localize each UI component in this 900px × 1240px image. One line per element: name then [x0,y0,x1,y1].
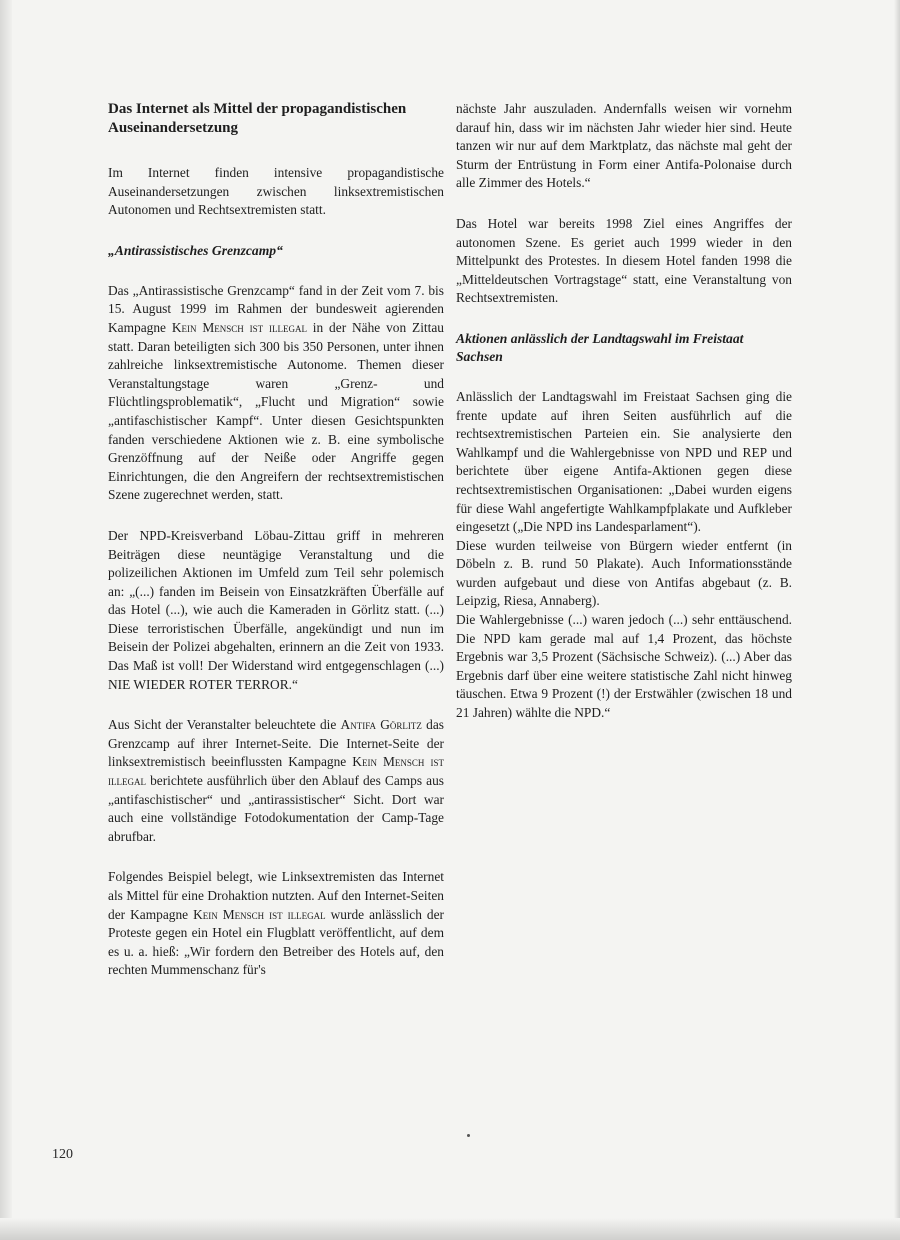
group-name: Antifa Görlitz [340,717,422,733]
page-number: 120 [52,1147,73,1162]
paragraph-election-results: Die Wahlergebnisse (...) waren jedoch (...) sehr enttäuschend. Die NPD kam gerade mal auf 1,4 Prozent, das höchste Ergebnis war 3,5 Prozent (Sächsische Schweiz). (...) Aber das Ergebnis darf über eine weitere statistische Zahl nicht hinweg täuschen. Etwa 9 Prozent (!) der Erstwähler (zwischen 18 und 21 Jahren) wählte die NPD.“ [456,612,792,721]
subheading-landtagswahl: Aktionen anlässlich der Landtagswahl im Freistaat Sachsen [456,330,744,364]
paragraph-flyer-continued: nächste Jahr auszuladen. Andernfalls weisen wir vornehm darauf hin, dass wir im nächsten Jahr wieder hier sind. Heute tanzen wir nur auf dem Marktplatz, das nächste mal geht der Sturm der Entrüstung in Form einer Antifa-Polonaise durch alle Zimmer des Hotels.“ [456,101,792,191]
campaign-name: Kein Mensch ist illegal [108,754,444,789]
intro-paragraph: Im Internet finden intensive propagandistische Auseinandersetzungen zwischen linksextremistischen Autonomen und Rechtsextremisten statt. [108,165,444,218]
campaign-name: Kein Mensch ist illegal [193,906,326,922]
paragraph-posters-removed: Diese wurden teilweise von Bürgern wieder entfernt (in Döbeln z. B. rund 50 Plakate). Auch Informationsstände wurden aufgebaut und diese von Antifas abgebaut (z. B. Leipzig, Riesa, Annaberg). [456,537,792,609]
paragraph-npd-reaction: Der NPD-Kreisverband Löbau-Zittau griff in mehreren Beiträgen diese neuntägige Veranstaltung und die polizeilichen Aktionen im Umfeld zum Teil sehr polemisch an: „(...) fanden im Beisein von Einsatzkräften Überfälle auf das Hotel (...), wie auch die Kameraden in Görlitz statt. (...) Diese terroristischen Überfälle, angekündigt und nun im Beisein der Polizei abgehalten, erinnern an die Zeit von 1933. Das Maß ist voll! Der Widerstand wird entgegenschlagen (...) NIE WIEDER ROTER TERROR.“ [108,527,444,692]
paragraph-grenzcamp: Das „Antirassistische Grenzcamp“ fand in der Zeit vom 7. bis 15. August 1999 im Rahmen der bundesweit agierenden Kampagne Kein Mensch ist illegal in der Nähe von Zittau statt. Daran beteiligten sich 300 bis 350 Personen, unter ihnen zahlreiche linksextremistische Autonome. Themen dieser Veranstaltungstage waren „Grenz- und Flüchtlingsproblematik“, „Flucht und Migration“ sowie „antifaschistischer Kampf“. Unter diesen Gesichtspunkten fanden verschiedene Aktionen wie z. B. eine symbolische Grenzöffnung auf der Neiße oder Angriffe gegen Einrichtungen, die den Angreifern der rechtsextremistischen Szene zugerechnet werden, statt. [108,282,444,503]
scan-edge-left [0,0,12,1240]
scan-speck [467,1134,470,1137]
scan-edge-bottom [0,1218,900,1240]
paragraph-hotel: Das Hotel war bereits 1998 Ziel eines Angriffes der autonomen Szene. Es geriet auch 1999 wieder in den Mittelpunkt des Protestes. In diesem Hotel fanden 1998 die „Mitteldeutschen Vortragstage“ statt, eine Veranstaltung von Rechtsextremisten. [456,215,792,306]
paragraph-organizers-view: Aus Sicht der Veranstalter beleuchtete die Antifa Görlitz das Grenzcamp auf ihrer Internet-Seite. Die Internet-Seite der linksextremistisch beeinflussten Kampagne Kein Mensch ist illegal berichtete ausführlich über den Ablauf des Camps aus „antifaschistischer“ und „antirassistischer“ Sicht. Dort war auch eine vollständige Fotodokumentation der Camp-Tage abrufbar. [108,717,444,844]
paragraph-election-analysis: Anlässlich der Landtagswahl im Freistaat Sachsen ging die frente update auf ihren Seiten ausführlich auf die rechtsextremistischen Parteien ein. Sie analysierte den Wahlkampf und die Wahlergebnisse von NPD und REP und berichtete über eigene Antifa-Aktionen gegen diese rechtsextremistischen Organisationen: „Dabei wurden eigens für diese Wahl angefertigte Wahlkampfplakate und Aufkleber eingesetzt („Die NPD ins Landesparlament“). [456,388,792,535]
right-column [456,100,792,723]
subheading-grenzcamp: „Antirassistisches Grenzcamp“ [108,242,283,258]
paragraph-threat-example: Folgendes Beispiel belegt, wie Linksextremisten das Internet als Mittel für eine Drohaktion nutzten. Auf den Internet-Seiten der Kampagne Kein Mensch ist illegal wurde anlässlich der Proteste gegen ein Hotel ein Flugblatt veröffentlicht, auf dem es u. a. hieß: „Wir fordern den Betreiber des Hotels auf, den rechten Mummenschanz für's [108,869,444,978]
section-heading: Das Internet als Mittel der propagandistischen Auseinandersetzung [108,101,407,136]
left-column [108,100,444,980]
campaign-name: Kein Mensch ist illegal [171,319,307,335]
scan-edge-right [894,0,900,1240]
